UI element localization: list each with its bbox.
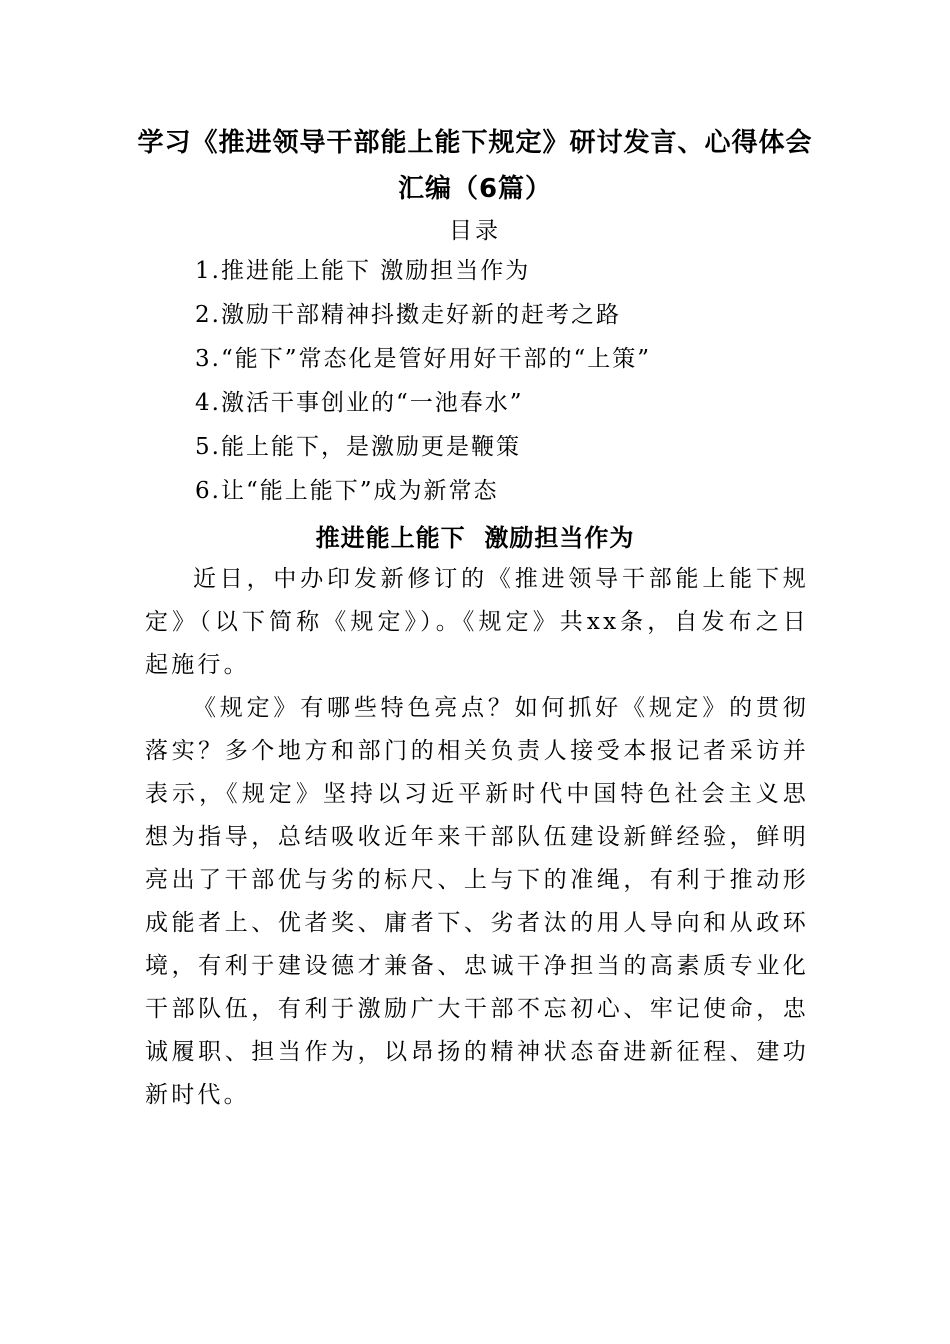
toc-item-4: 4.激活干事创业的“一池春水” (195, 390, 524, 416)
toc-item-1: 1.推进能上能下 激励担当作为 (195, 258, 531, 284)
toc-heading: 目录 (449, 218, 501, 244)
document-title-line-1: 学习《推进领导干部能上能下规定》研讨发言、心得体会 (137, 128, 813, 158)
body-paragraph-2: 《规定》有哪些特色亮点？如何抓好《规定》的贯彻落实？多个地方和部门的相关负责人接受本报记者采访并表示，《规定》坚持以习近平新时代中国特色社会主义思想为指导，总结吸收近年来干部队伍建设新鲜经验，鲜明亮出了干部优与劣的标尺、上与下的准绳，有利于推动形成能者上、优者奖、庸者下、劣者汰的用人导向和从政环境，有利于建设德才兼备、忠诚干净担当的高素质专业化干部队伍，有利于激励广大干部不忘初心、牢记使命，忠诚履职、担当作为，以昂扬的精神状态奋进新征程、建功新时代。 (145, 695, 809, 1108)
toc-item-2: 2.激励干部精神抖擞走好新的赶考之路 (195, 302, 621, 328)
toc-item-3: 3.“能下”常态化是管好用好干部的“上策” (195, 346, 651, 372)
table-of-contents (195, 256, 651, 520)
body-paragraph-1: 近日，中办印发新修订的《推进领导干部能上能下规定》（以下简称《规定》）。《规定》共xx条，自发布之日起施行。 (145, 566, 809, 678)
toc-item-6: 6.让“能上能下”成为新常态 (195, 478, 499, 504)
section-title: 推进能上能下 激励担当作为 (315, 524, 635, 552)
toc-item-5: 5.能上能下，是激励更是鞭策 (195, 434, 521, 460)
document-title-line-2: 汇编（6篇） (397, 174, 553, 204)
